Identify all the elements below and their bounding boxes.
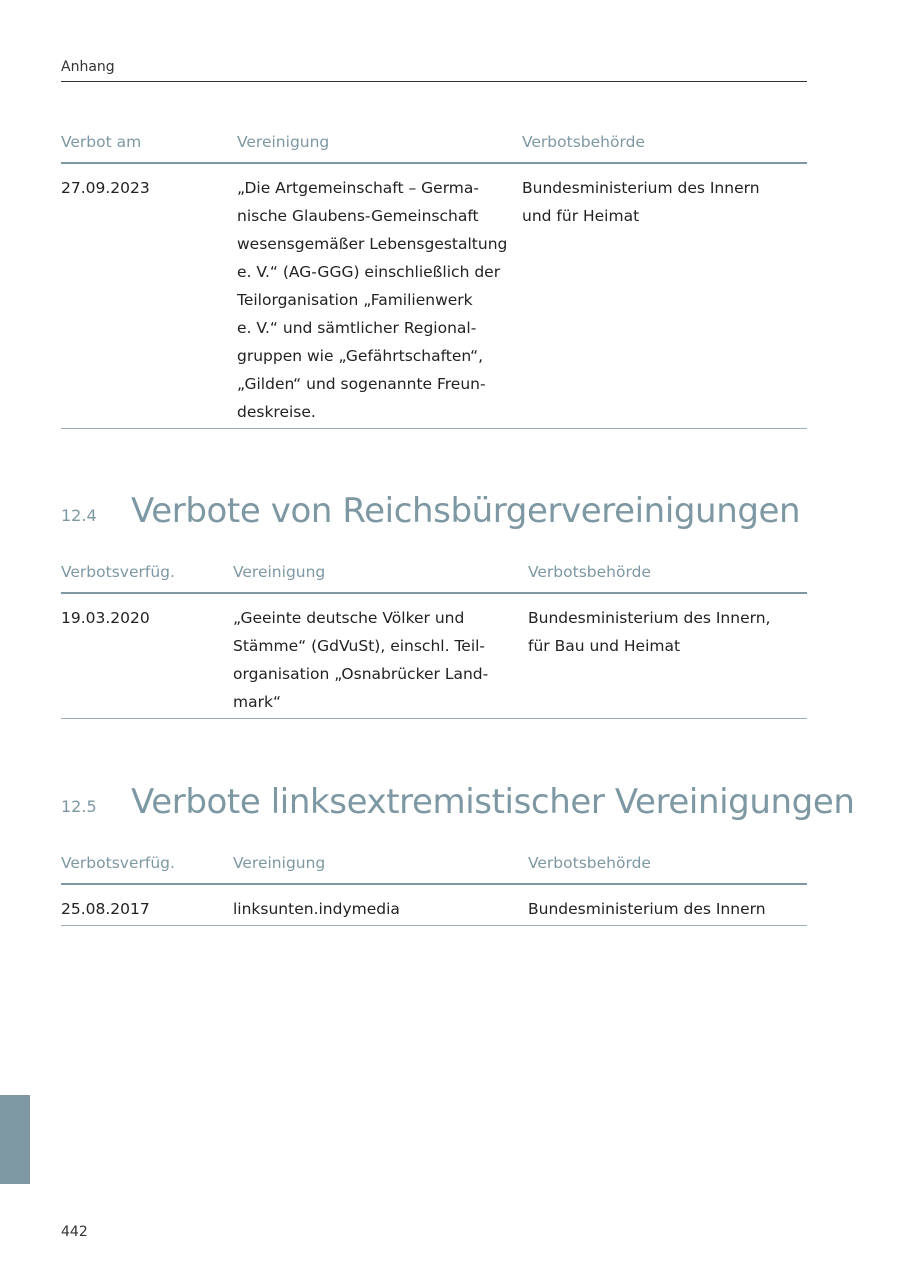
cell-authority: Bundesministerium des Innern <box>528 900 766 918</box>
section-heading-12-5 <box>61 780 855 830</box>
table-row <box>61 164 807 429</box>
ban-table-linksextremistisch <box>61 847 807 926</box>
cell-association: „Geeinte deutsche Völker und Stämme“ (GdVuSt), einschl. Teil- organisation „Osnabrücker Land- mark“ <box>233 609 489 711</box>
section-number: 12.4 <box>61 506 97 525</box>
section-number: 12.5 <box>61 797 97 816</box>
column-header-date: Verbotsverfüg. <box>61 563 175 581</box>
column-header-authority: Verbotsbehörde <box>522 133 645 151</box>
table-header-row <box>61 556 807 594</box>
table-row <box>61 594 807 719</box>
cell-association: linksunten.indymedia <box>233 900 400 918</box>
cell-date: 27.09.2023 <box>61 179 150 197</box>
column-header-association: Vereinigung <box>237 133 330 151</box>
column-header-date: Verbot am <box>61 133 142 151</box>
cell-date: 19.03.2020 <box>61 609 150 627</box>
running-header <box>61 58 807 82</box>
column-header-association: Vereinigung <box>233 854 326 872</box>
section-title: Verbote linksextremistischer Vereinigungen <box>131 782 855 822</box>
column-header-association: Vereinigung <box>233 563 326 581</box>
cell-association: „Die Artgemeinschaft – Germa- nische Glaubens-Gemeinschaft wesensgemäßer Lebensgestaltung e. V.“ (AG-GGG) einschließlich der Teilorganisation „Familienwerk e. V.“ und sämtlicher Regional- gruppen wie „Gefährtschaften“, „Gilden“ und sogenannte Freun- deskreise. <box>237 179 508 421</box>
section-title: Verbote von Reichsbürgervereinigungen <box>131 491 801 531</box>
table-header-row <box>61 126 807 164</box>
chapter-side-tab <box>0 1095 30 1184</box>
column-header-authority: Verbotsbehörde <box>528 854 651 872</box>
cell-date: 25.08.2017 <box>61 900 150 918</box>
cell-authority: Bundesministerium des Innern, für Bau und Heimat <box>528 609 771 655</box>
table-header-row <box>61 847 807 885</box>
ban-table-continued <box>61 126 807 429</box>
page-number: 442 <box>61 1224 88 1240</box>
column-header-authority: Verbotsbehörde <box>528 563 651 581</box>
column-header-date: Verbotsverfüg. <box>61 854 175 872</box>
table-row <box>61 885 807 926</box>
header-section-label: Anhang <box>61 59 115 75</box>
cell-authority: Bundesministerium des Innern und für Heimat <box>522 179 760 225</box>
section-heading-12-4 <box>61 489 821 539</box>
ban-table-reichsbuerger <box>61 556 807 719</box>
